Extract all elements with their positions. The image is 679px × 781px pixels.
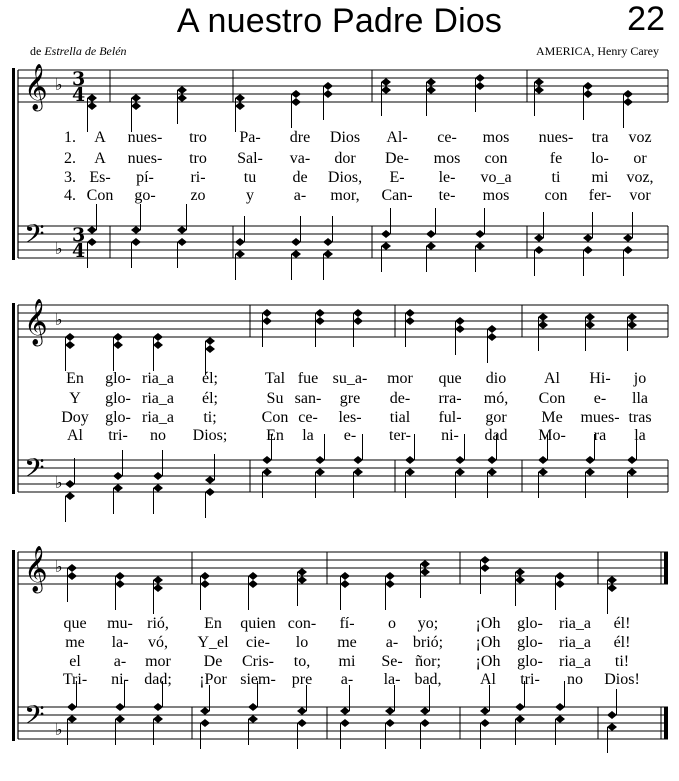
final-barline-thick	[664, 707, 668, 739]
lyric-syllable: Doy	[61, 409, 89, 426]
lyric-syllable: o	[388, 615, 396, 632]
lyric-syllable: voz	[628, 129, 652, 146]
treble-clef-icon: 𝄞	[24, 64, 48, 110]
lyric-syllable: la	[302, 427, 314, 444]
verse-1-lyrics	[0, 616, 679, 632]
lyric-syllable: 4.	[64, 187, 76, 204]
lyric-syllable: Al-	[386, 129, 408, 146]
lyric-syllable: lla	[632, 390, 648, 407]
lyric-syllable: no	[567, 671, 583, 688]
lyric-syllable: de-	[389, 390, 411, 407]
lyric-syllable: Dios!	[604, 671, 640, 688]
bass-note	[515, 715, 525, 745]
lyric-syllable: lo-	[591, 150, 609, 167]
lyric-syllable: ¡Oh	[475, 615, 501, 632]
lyric-syllable: rra-	[438, 390, 462, 407]
lyric-syllable: dad;	[144, 671, 172, 688]
bass-note	[153, 715, 163, 745]
lyric-syllable: no	[150, 427, 166, 444]
lyric-syllable: vó,	[148, 634, 168, 651]
lyric-syllable: glo-	[105, 390, 131, 407]
lyric-syllable: dio	[485, 370, 507, 387]
lyric-syllable: e-	[343, 427, 357, 444]
final-barline-thick	[664, 552, 668, 584]
lyric-syllable: ¡Por	[199, 671, 227, 688]
lyric-syllable: me	[337, 634, 357, 651]
verse-4-lyrics	[0, 672, 679, 688]
lyric-syllable: que	[63, 615, 87, 632]
lyric-syllable: ti	[551, 169, 561, 186]
lyric-syllable: ter-	[389, 427, 411, 444]
lyric-syllable: la	[634, 427, 646, 444]
lyric-syllable: tras	[628, 409, 652, 426]
lyric-syllable: ñor;	[415, 653, 441, 670]
lyric-syllable: con	[484, 150, 508, 167]
bass-time-sig-numerator: 3	[72, 224, 86, 246]
alto-note	[248, 580, 258, 610]
lyric-syllable: lo	[295, 634, 309, 651]
verse-3-lyrics	[0, 654, 679, 670]
treble-time-sig-denominator: 4	[72, 84, 86, 106]
tenor-note	[385, 685, 395, 715]
bass-note	[67, 715, 77, 745]
bass-note	[385, 719, 395, 749]
lyric-syllable: pí-	[136, 169, 154, 186]
lyric-syllable: mues-	[580, 409, 620, 426]
tenor-note	[480, 685, 490, 715]
treble-clef-icon: 𝄞	[24, 546, 48, 592]
lyric-syllable: brió;	[412, 634, 444, 651]
lyric-syllable: Al	[544, 370, 560, 387]
text-credit-source: Estrella de Belén	[44, 44, 127, 58]
lyric-syllable: su_a-	[332, 370, 368, 387]
lyric-syllable: me	[65, 634, 85, 651]
lyric-syllable: a-	[293, 187, 307, 204]
alto-note	[480, 564, 490, 594]
tenor-note	[607, 689, 617, 719]
lyric-syllable: fer-	[588, 187, 612, 204]
lyric-syllable: rió,	[147, 615, 169, 632]
verse-2-lyrics	[0, 635, 679, 651]
lyric-syllable: En	[266, 427, 284, 444]
lyric-syllable: glo-	[105, 409, 131, 426]
lyric-syllable: jo	[633, 370, 647, 387]
lyric-syllable: la-	[383, 671, 401, 688]
lyric-syllable: ria_a	[142, 390, 174, 407]
lyric-syllable: les-	[338, 409, 362, 426]
lyric-syllable: ce-	[437, 129, 457, 146]
lyric-syllable: le-	[438, 169, 456, 186]
lyric-syllable: Tri-	[62, 671, 88, 688]
tenor-note	[340, 685, 350, 715]
bass-note	[340, 719, 350, 749]
bass-note	[555, 715, 565, 745]
lyric-syllable: glo-	[105, 370, 131, 387]
lyric-syllable: Y_el	[197, 634, 229, 651]
lyric-syllable: a-	[113, 653, 127, 670]
lyric-syllable: Can-	[381, 187, 413, 204]
lyric-syllable: fe	[549, 150, 563, 167]
lyric-syllable: ria_a	[142, 409, 174, 426]
lyric-syllable: fue	[297, 370, 319, 387]
treble-time-sig-numerator: 3	[72, 68, 86, 90]
lyric-syllable: ria_a	[559, 634, 591, 651]
lyric-syllable: En	[204, 615, 222, 632]
lyric-syllable: ce-	[298, 409, 318, 426]
lyric-syllable: Y	[69, 390, 81, 407]
text-credit-prefix: de	[30, 44, 42, 58]
lyric-syllable: E-	[389, 169, 405, 186]
lyric-syllable: quien	[240, 615, 276, 632]
lyric-syllable: vor	[629, 187, 651, 204]
bass-note	[297, 719, 307, 749]
lyric-syllable: el	[69, 653, 81, 670]
lyric-syllable: ria_a	[559, 615, 591, 632]
lyric-syllable: ri-	[190, 169, 206, 186]
lyric-syllable: a-	[340, 671, 354, 688]
lyric-syllable: or	[633, 150, 647, 167]
lyric-syllable: 2.	[64, 150, 76, 167]
lyric-syllable: ra	[593, 427, 607, 444]
lyric-syllable: glo-	[517, 615, 543, 632]
lyric-syllable: él!	[613, 634, 631, 651]
lyric-syllable: mos	[433, 150, 461, 167]
hymn-number: 22	[627, 0, 665, 38]
lyric-syllable: glo-	[517, 634, 543, 651]
lyric-syllable: tri-	[520, 671, 540, 688]
lyric-syllable: ¡Oh	[475, 653, 501, 670]
lyric-syllable: bad,	[414, 671, 442, 688]
lyric-syllable: ti!	[614, 653, 630, 670]
flat-icon: ♭	[55, 722, 63, 739]
lyric-syllable: zo	[190, 187, 206, 204]
lyric-syllable: Mo-	[538, 427, 566, 444]
lyric-syllable: tu	[243, 169, 257, 186]
lyric-syllable: a-	[385, 634, 399, 651]
bass-time-sig-denominator: 4	[72, 240, 86, 262]
lyric-syllable: ria_a	[559, 653, 591, 670]
lyric-syllable: tri-	[108, 427, 128, 444]
lyric-syllable: ni-	[441, 427, 459, 444]
alto-note	[200, 580, 210, 610]
alto-note	[115, 580, 125, 610]
lyric-syllable: mor,	[330, 187, 360, 204]
lyric-syllable: él!	[613, 615, 631, 632]
lyric-syllable: y	[246, 187, 254, 204]
lyric-syllable: mi	[338, 653, 356, 670]
tune-credit: AMERICA, Henry Carey	[536, 44, 659, 58]
lyric-syllable: tro	[189, 129, 207, 146]
lyric-syllable: gre	[339, 390, 361, 407]
alto-note	[340, 580, 350, 610]
lyric-syllable: nues-	[538, 129, 574, 146]
lyric-syllable: yo;	[417, 615, 439, 632]
lyric-syllable: Hi-	[589, 370, 611, 387]
lyric-syllable: tro	[189, 150, 207, 167]
lyric-syllable: Con	[261, 409, 289, 426]
lyric-syllable: Se-	[381, 653, 403, 670]
lyric-syllable: cie-	[246, 634, 270, 651]
flat-icon: ♭	[55, 241, 63, 258]
lyric-syllable: nues-	[127, 129, 163, 146]
lyric-syllable: mó,	[483, 390, 509, 407]
lyric-syllable: fí-	[339, 615, 355, 632]
lyric-syllable: siem-	[240, 671, 276, 688]
lyric-syllable: 3.	[64, 169, 76, 186]
lyric-syllable: to,	[293, 653, 311, 670]
lyric-syllable: mos	[482, 129, 510, 146]
lyric-syllable: Dios	[329, 129, 361, 146]
lyric-syllable: va-	[289, 150, 311, 167]
alto-note	[555, 580, 565, 610]
lyric-syllable: En	[66, 370, 84, 387]
lyric-syllable: ¡Oh	[475, 634, 501, 651]
lyric-syllable: A	[94, 150, 106, 167]
bass-note	[200, 719, 210, 749]
lyric-syllable: go-	[134, 187, 156, 204]
lyric-syllable: tial	[389, 409, 411, 426]
lyric-syllable: pre	[291, 671, 313, 688]
lyric-syllable: ful-	[438, 409, 462, 426]
bass-note	[248, 715, 258, 745]
lyric-syllable: Tal	[264, 370, 286, 387]
flat-icon: ♭	[55, 312, 63, 329]
lyric-syllable: te-	[438, 187, 456, 204]
lyric-syllable: Al	[480, 671, 496, 688]
alto-note	[420, 568, 430, 598]
alto-note	[67, 572, 77, 602]
hymn-title: A nuestro Padre Dios	[176, 2, 503, 40]
tenor-note	[200, 685, 210, 715]
alto-note	[297, 576, 307, 606]
lyric-syllable: tra	[591, 129, 609, 146]
lyric-syllable: Dios;	[192, 427, 228, 444]
lyric-syllable: de	[292, 169, 308, 186]
bass-clef-icon: 𝄢	[24, 218, 45, 256]
lyric-syllable: ria_a	[142, 370, 174, 387]
lyric-syllable: ni-	[111, 671, 129, 688]
lyric-syllable: voz,	[626, 169, 654, 186]
bass-note	[607, 723, 617, 753]
lyric-syllable: Es-	[89, 169, 111, 186]
lyric-syllable: 1.	[64, 129, 76, 146]
lyric-syllable: mor	[145, 653, 171, 670]
lyric-syllable: A	[94, 129, 106, 146]
lyric-syllable: De-	[385, 150, 409, 167]
bass-note	[115, 715, 125, 745]
alto-note	[385, 580, 395, 610]
lyric-syllable: dre	[289, 129, 311, 146]
lyric-syllable: Pa-	[239, 129, 261, 146]
lyric-syllable: él;	[202, 390, 218, 407]
bass-clef-icon: 𝄢	[24, 699, 45, 737]
flat-icon: ♭	[55, 475, 63, 492]
lyric-syllable: Su	[266, 390, 284, 407]
lyric-syllable: con-	[287, 615, 317, 632]
lyric-syllable: Dios,	[327, 169, 363, 186]
lyric-syllable: De	[203, 653, 223, 670]
bass-note	[420, 719, 430, 749]
lyric-syllable: e-	[593, 390, 607, 407]
flat-icon: ♭	[55, 77, 63, 94]
lyric-syllable: mi	[591, 169, 609, 186]
lyric-syllable: gor	[485, 409, 507, 426]
lyric-syllable: Con	[538, 390, 566, 407]
alto-note	[607, 584, 617, 614]
flat-icon: ♭	[55, 559, 63, 576]
tenor-note	[297, 685, 307, 715]
lyric-syllable: con	[544, 187, 568, 204]
lyric-syllable: dor	[334, 150, 356, 167]
bass-note	[480, 719, 490, 749]
lyric-syllable: Cris-	[242, 653, 274, 670]
alto-note	[515, 576, 525, 606]
tenor-note	[420, 685, 430, 715]
bass-clef-icon: 𝄢	[24, 452, 45, 490]
lyric-syllable: mos	[482, 187, 510, 204]
lyric-syllable: Con	[86, 187, 114, 204]
treble-clef-icon: 𝄞	[24, 299, 48, 345]
lyric-syllable: Sal-	[237, 150, 263, 167]
lyric-syllable: mor	[387, 370, 413, 387]
lyric-syllable: nues-	[127, 150, 163, 167]
lyric-syllable: Al	[67, 427, 83, 444]
lyric-syllable: dad	[484, 427, 508, 444]
lyric-syllable: mu-	[107, 615, 133, 632]
lyric-syllable: vo_a	[480, 169, 512, 186]
lyric-syllable: ti;	[203, 409, 217, 426]
alto-note	[153, 584, 163, 614]
lyric-syllable: que	[438, 370, 462, 387]
lyric-syllable: la-	[111, 634, 129, 651]
lyric-syllable: él;	[202, 370, 218, 387]
lyric-syllable: Me	[541, 409, 563, 426]
lyric-syllable: glo-	[517, 653, 543, 670]
lyric-syllable: san-	[294, 390, 322, 407]
